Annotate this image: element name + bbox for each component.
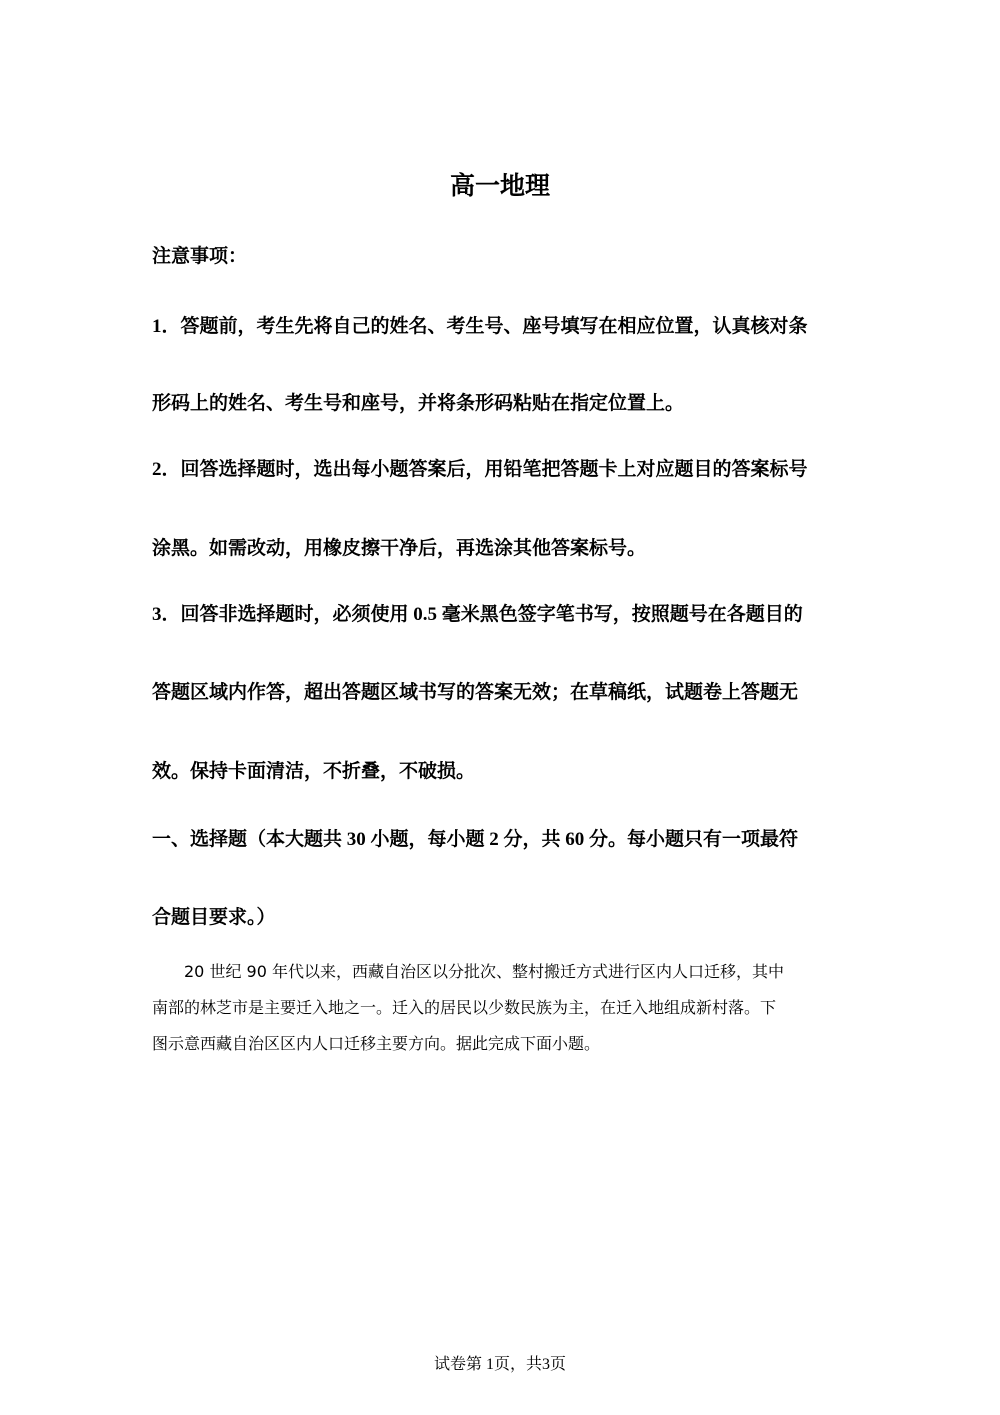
passage-line-3: 图示意西藏自治区区内人口迁移主要方向。据此完成下面小题。: [152, 1034, 601, 1053]
notice-item-3-pen-size: 0.5: [408, 604, 442, 625]
notice-item-2-line-2: 涂黑。如需改动，用橡皮擦干净后，再选涂其他答案标号。: [152, 537, 647, 559]
passage: [152, 954, 872, 1062]
notice-item-2-line-1: [152, 455, 808, 484]
notice-item-2-text: 回答选择题时，选出每小题答案后，用铅笔把答题卡上对应题目的答案标号: [180, 458, 808, 480]
section-text-b: 小题，每小题: [370, 828, 485, 850]
notice-item-1-line-1: [152, 312, 808, 341]
notice-item-1-number: 1．: [152, 316, 181, 337]
section-question-count: 30: [342, 829, 371, 850]
notice-item-3-text-b: 毫米黑色签字笔书写，按照题号在各题目的: [441, 603, 803, 625]
section-points-each: 2: [484, 829, 504, 850]
notice-heading: 注意事项：: [152, 245, 248, 267]
section-text-a: 一、选择题（本大题共: [152, 828, 343, 850]
page-footer: 试卷第 1页，共3页: [433, 1356, 566, 1373]
notice-item-1-line-2: 形码上的姓名、考生号和座号，并将条形码粘贴在指定位置上。: [152, 392, 685, 414]
notice-item-3-line-3: 效。保持卡面清洁，不折叠，不破损。: [152, 760, 476, 782]
section-heading-line-1: [152, 825, 798, 854]
notice-item-3-number: 3．: [152, 604, 181, 625]
notice-item-3-line-1: [152, 600, 803, 629]
passage-line-2: 南部的林芝市是主要迁入地之一。迁入的居民以少数民族为主，在迁入地组成新村落。下: [152, 998, 777, 1017]
section-text-d: 分。每小题只有一项最符: [589, 828, 799, 850]
notice-item-1-text: 答题前，考生先将自己的姓名、考生号、座号填写在相应位置，认真核对条: [180, 315, 808, 337]
section-points-total: 60: [560, 829, 590, 850]
notice-item-3-text-a: 回答非选择题时，必须使用: [180, 603, 409, 625]
notice-item-2-number: 2．: [152, 459, 181, 480]
page-title: 高一地理: [449, 171, 550, 200]
notice-item-3-line-2: 答题区域内作答，超出答题区域书写的答案无效；在草稿纸，试题卷上答题无: [152, 681, 799, 703]
section-text-c: 分，共: [503, 828, 561, 850]
passage-line-1: 20 世纪 90 年代以来，西藏自治区以分批次、整村搬迁方式进行区内人口迁移，其中: [152, 962, 784, 981]
section-heading-line-2: 合题目要求。）: [152, 906, 276, 928]
